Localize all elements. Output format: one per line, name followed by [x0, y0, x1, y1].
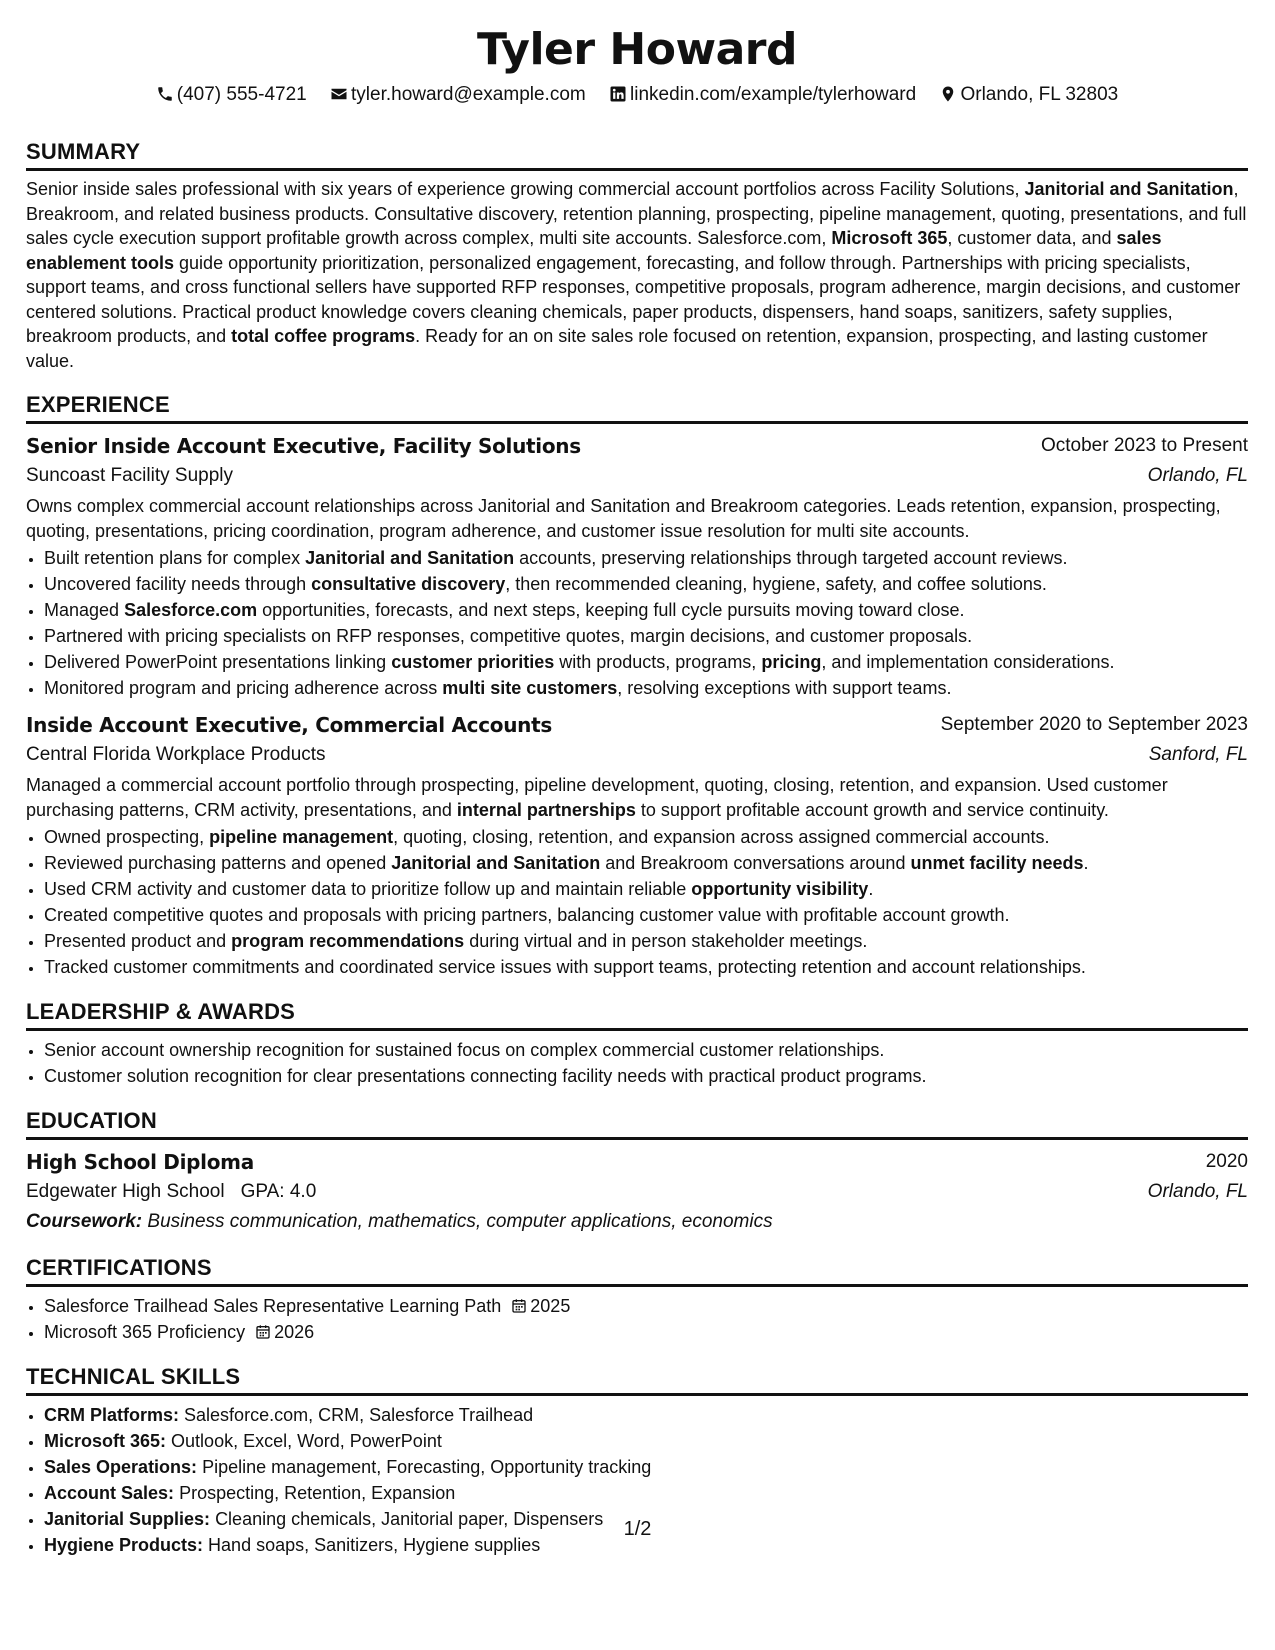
list-item — [44, 1454, 1248, 1480]
job-title: Inside Account Executive, Commercial Accounts — [26, 713, 552, 737]
summary-part: . Ready for an on site sales role focused on retention, expansion, prospecting, and lasting customer value. — [26, 326, 1208, 371]
bullet-text: . — [1083, 853, 1089, 873]
coursework-list: Business communication, mathematics, computer applications, economics — [147, 1211, 773, 1232]
bullet-bold: Janitorial and Sanitation — [391, 853, 601, 873]
summary-part: guide opportunity prioritization, personalized engagement, forecasting, and follow through. Partnerships with pricing specialists, support teams, and cross functional sellers have supported RFP responses, competitive proposals, program adherence, margin decisions, and customer centered solutions. Practical product knowledge covers cleaning chemicals, paper products, dispensers, hand soaps, sanitizers, safety supplies, breakroom products, and — [26, 252, 1241, 346]
list-item — [44, 928, 1248, 954]
certifications-heading: CERTIFICATIONS — [26, 1254, 1248, 1287]
list-item — [44, 545, 1248, 571]
list-item — [44, 623, 1248, 649]
candidate-name: Tyler Howard — [476, 24, 797, 75]
contact-linkedin[interactable] — [609, 82, 916, 108]
education-section — [26, 1107, 1248, 1236]
summary-text — [26, 177, 1248, 373]
bullet-text: Presented product and — [44, 931, 232, 951]
skill-label: Sales Operations: — [44, 1457, 198, 1477]
phone-icon — [156, 85, 174, 103]
bullet-text: opportunities, forecasts, and next steps, keeping full cycle pursuits moving toward close. — [257, 600, 965, 620]
list-item: • Senior account ownership recognition for sustained focus on complex commercial customer relationships. — [44, 1037, 1248, 1063]
job-company: Central Florida Workplace Products — [26, 744, 326, 765]
certifications-section — [26, 1254, 1248, 1345]
resume-page — [26, 0, 1248, 1558]
list-item — [44, 571, 1248, 597]
cert-year: 2025 — [530, 1296, 571, 1316]
list-item — [44, 1293, 1248, 1319]
list-item — [44, 1480, 1248, 1506]
bullet-bold: opportunity visibility — [691, 879, 869, 899]
summary-part: , Breakroom, and related business products. Consultative discovery, retention planning, prospecting, pipeline management, quoting, presentations, and full sales cycle execution support profitable growth across complex, multi site accounts. Salesforce.com, — [26, 179, 1247, 248]
bullet-text: Created competitive quotes and proposals with pricing partners, balancing customer value with profitable account growth. — [44, 905, 1010, 925]
list-item — [44, 902, 1248, 928]
desc-bold: internal partnerships — [456, 799, 636, 820]
bullet-text: Delivered PowerPoint presentations linking — [44, 652, 392, 672]
linkedin-icon — [609, 85, 627, 103]
gpa: GPA: 4.0 — [240, 1181, 317, 1202]
list-item — [44, 649, 1248, 675]
bullet-text: , resolving exceptions with support teams. — [617, 678, 952, 698]
desc-text: Managed a commercial account portfolio through prospecting, pipeline development, quoting, closing, retention, and expansion. Used customer purchasing patterns, CRM activity, presentations, and — [26, 775, 1168, 820]
page-number: 1/2 — [623, 1518, 652, 1540]
certifications-list — [26, 1293, 1248, 1345]
coursework-label: Coursework: — [26, 1211, 143, 1232]
bullet-text: with products, programs, — [554, 652, 762, 672]
job-company-row — [26, 741, 1248, 769]
bullet-text: Uncovered facility needs through — [44, 574, 312, 594]
phone-text: (407) 555-4721 — [176, 84, 307, 105]
summary-section — [26, 138, 1248, 373]
skill-label: CRM Platforms: — [44, 1405, 180, 1425]
bullet-text: Tracked customer commitments and coordinated service issues with support teams, protecting retention and account relationships. — [44, 957, 1086, 977]
list-item — [44, 1428, 1248, 1454]
summary-part: , customer data, and — [947, 228, 1117, 248]
summary-bold: Janitorial and Sanitation — [1024, 179, 1234, 199]
job-location: Sanford, FL — [1148, 744, 1248, 765]
bullet-text: during virtual and in person stakeholder meetings. — [464, 931, 868, 951]
skill-value: Hand soaps, Sanitizers, Hygiene supplies — [208, 1535, 541, 1555]
bullet-text: Monitored program and pricing adherence across — [44, 678, 443, 698]
bullet-bold: multi site customers — [442, 678, 618, 698]
bullet-text: Managed — [44, 600, 125, 620]
bullet-text: , then recommended cleaning, hygiene, safety, and coffee solutions. — [505, 574, 1047, 594]
bullet-text: and Breakroom conversations around — [600, 853, 911, 873]
leadership-heading: LEADERSHIP & AWARDS — [26, 998, 1248, 1031]
bullet-bold: Salesforce.com — [124, 600, 258, 620]
calendar-icon — [255, 1324, 271, 1340]
skill-value: Prospecting, Retention, Expansion — [179, 1483, 456, 1503]
bullet-text: Used CRM activity and customer data to prioritize follow up and maintain reliable — [44, 879, 692, 899]
cert-name: Salesforce Trailhead Sales Representative Learning Path — [44, 1296, 502, 1316]
job-location: Orlando, FL — [1147, 465, 1248, 486]
graduation-year: 2020 — [1205, 1151, 1248, 1172]
summary-bold: total coffee programs — [231, 326, 416, 346]
skill-label: Account Sales: — [44, 1483, 175, 1503]
list-item — [44, 1402, 1248, 1428]
education-header — [26, 1148, 1248, 1176]
contact-location — [939, 82, 1118, 108]
contact-phone — [156, 82, 307, 108]
calendar-icon — [511, 1298, 527, 1314]
bullet-bold: pricing — [761, 652, 822, 672]
skill-label: Microsoft 365: — [44, 1431, 167, 1451]
coursework — [26, 1208, 1248, 1236]
list-item — [44, 954, 1248, 980]
job-description — [26, 773, 1248, 822]
bullet-text: Owned prospecting, — [44, 827, 210, 847]
skill-value: Cleaning chemicals, Janitorial paper, Dispensers — [215, 1509, 604, 1529]
bullet-text: Reviewed purchasing patterns and opened — [44, 853, 392, 873]
summary-bold: Microsoft 365 — [831, 228, 948, 248]
job-company-row — [26, 462, 1248, 490]
job-bullets — [26, 824, 1248, 980]
email-text: tyler.howard@example.com — [351, 84, 586, 105]
bullet-bold: pipeline management — [209, 827, 394, 847]
leadership-list — [26, 1037, 1248, 1089]
contact-bar — [26, 82, 1248, 108]
skill-value: Salesforce.com, CRM, Salesforce Trailhead — [184, 1405, 534, 1425]
bullet-bold: customer priorities — [391, 652, 555, 672]
bullet-bold: unmet facility needs — [910, 853, 1084, 873]
list-item — [44, 850, 1248, 876]
bullet-text: Built retention plans for complex — [44, 548, 306, 568]
cert-year: 2026 — [274, 1322, 315, 1342]
job-description: Owns complex commercial account relationships across Janitorial and Sanitation and Breakroom categories. Leads retention, expansion, prospecting, quoting, presentations, pricing coordination, program adherence, and customer issue resolution for multi site accounts. — [26, 496, 1221, 541]
bullet-text: Partnered with pricing specialists on RFP responses, competitive quotes, margin decisions, and customer proposals. — [44, 626, 973, 646]
linkedin-text: linkedin.com/example/tylerhoward — [630, 84, 917, 105]
summary-heading: SUMMARY — [26, 138, 1248, 171]
school-info — [26, 1178, 316, 1206]
job-title: Senior Inside Account Executive, Facility Solutions — [26, 434, 581, 458]
map-pin-icon — [939, 85, 957, 103]
summary-part: Senior inside sales professional with six years of experience growing commercial account portfolios across Facility Solutions, — [26, 179, 1025, 199]
list-item — [44, 1319, 1248, 1345]
school-row — [26, 1178, 1248, 1206]
bullet-text: . — [868, 879, 874, 899]
bullet-text: , quoting, closing, retention, and expansion across assigned commercial accounts. — [393, 827, 1050, 847]
leadership-section — [26, 998, 1248, 1089]
list-item — [44, 876, 1248, 902]
skill-value: Outlook, Excel, Word, PowerPoint — [171, 1431, 442, 1451]
skill-value: Pipeline management, Forecasting, Opportunity tracking — [202, 1457, 652, 1477]
skills-heading: TECHNICAL SKILLS — [26, 1363, 1248, 1396]
skill-label: Hygiene Products: — [44, 1535, 204, 1555]
bullet-bold: program recommendations — [231, 931, 465, 951]
envelope-icon — [330, 85, 348, 103]
job-bullets — [26, 545, 1248, 701]
list-item: • Customer solution recognition for clear presentations connecting facility needs with practical product programs. — [44, 1063, 1248, 1089]
bullet-text: accounts, preserving relationships through targeted account reviews. — [514, 548, 1068, 568]
bullet-bold: consultative discovery — [311, 574, 506, 594]
job-dates: September 2020 to September 2023 — [940, 714, 1248, 735]
experience-heading: EXPERIENCE — [26, 391, 1248, 424]
bullet-bold: Janitorial and Sanitation — [305, 548, 515, 568]
job-company: Suncoast Facility Supply — [26, 465, 233, 486]
school-location: Orlando, FL — [1147, 1181, 1248, 1202]
experience-section — [26, 391, 1248, 980]
job-header — [26, 711, 1248, 739]
desc-text: to support profitable account growth and service continuity. — [635, 799, 1109, 820]
summary-bold: sales enablement tools — [26, 228, 1162, 273]
school-name: Edgewater High School — [26, 1181, 225, 1202]
contact-email[interactable] — [330, 82, 586, 108]
job-header — [26, 432, 1248, 460]
list-item — [44, 597, 1248, 623]
education-heading: EDUCATION — [26, 1107, 1248, 1140]
list-item — [44, 675, 1248, 701]
skill-label: Janitorial Supplies: — [44, 1509, 211, 1529]
bullet-text: , and implementation considerations. — [821, 652, 1115, 672]
job-dates: October 2023 to Present — [1040, 435, 1248, 456]
degree: High School Diploma — [26, 1150, 254, 1174]
cert-name: Microsoft 365 Proficiency — [44, 1322, 246, 1342]
list-item — [44, 824, 1248, 850]
location-text: Orlando, FL 32803 — [960, 84, 1119, 105]
